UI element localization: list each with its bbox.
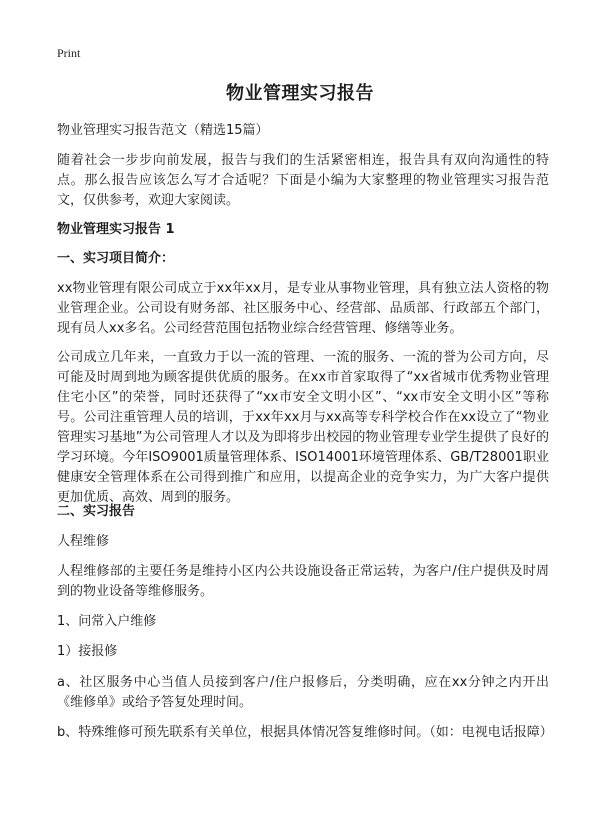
list-item-1: 1、问常入户维修 <box>57 614 157 629</box>
list-item-b: b、特殊维修可预先联系有关单位，根据具体情况答复维修时间。（如：电视电话报障） <box>57 725 553 740</box>
document-title: 物业管理实习报告 <box>226 83 374 104</box>
section2-heading: 二、实习报告 <box>57 504 136 519</box>
list-item-1-sub: 1）接报修 <box>57 644 118 659</box>
document-subtitle: 物业管理实习报告范文（精选15篇） <box>57 123 269 138</box>
section1-paragraph-1: xx物业管理有限公司成立于xx年xx月，是专业从事物业管理，具有独立法人资格的物业管理企业。公司设有财务部、社区服务中心、经营部、品质部、行政部五个部门，现有员人xx多名。公司经营范围包括物业综合经营管理、修缮等业务。 <box>57 281 549 336</box>
print-label: Print <box>57 46 81 60</box>
report-heading: 物业管理实习报告 1 <box>57 222 175 237</box>
subsection-title: 人程维修 <box>57 534 110 549</box>
section1-paragraph-2: 公司成立几年来，一直致力于以一流的管理、一流的服务、一流的誉为公司方向，尽可能及时周到地为顾客提供优质的服务。在xx市首家取得了“xx省城市优秀物业管理住宅小区”的荣誉，同时还获得了“xx市安全文明小区”、“xx市安全文明小区”等称号。公司注重管理人员的培训，于xx年xx月与xx高等专科学校合作在xx设立了“物业管理实习基地”为公司管理人才以及为即将步出校园的物业管理专业学生提供了良好的学习环境。今年ISO9001质量管理体系、ISO14001环境管理体系、GB/T28001职业健康安全管理体系在公司得到推广和应用，以提高企业的竞争实力，为广大客户提供更加优质、高效、周到的服务。 <box>57 350 549 505</box>
intro-paragraph: 随着社会一步步向前发展，报告与我们的生活紧密相连，报告具有双向沟通性的特点。那么报告应该怎么写才合适呢？下面是小编为大家整理的物业管理实习报告范文，仅供参考，欢迎大家阅读。 <box>57 153 549 208</box>
section1-heading: 一、实习项目简介： <box>57 251 175 266</box>
subsection-paragraph: 人程维修部的主要任务是维持小区内公共设施设备正常运转，为客户/住户提供及时周到的物业设备等维修服务。 <box>57 564 549 599</box>
list-item-a: a、社区服务中心当值人员接到客户/住户报修后，分类明确，应在xx分钟之内开出《维修单》或给予答复处理时间。 <box>57 675 549 710</box>
